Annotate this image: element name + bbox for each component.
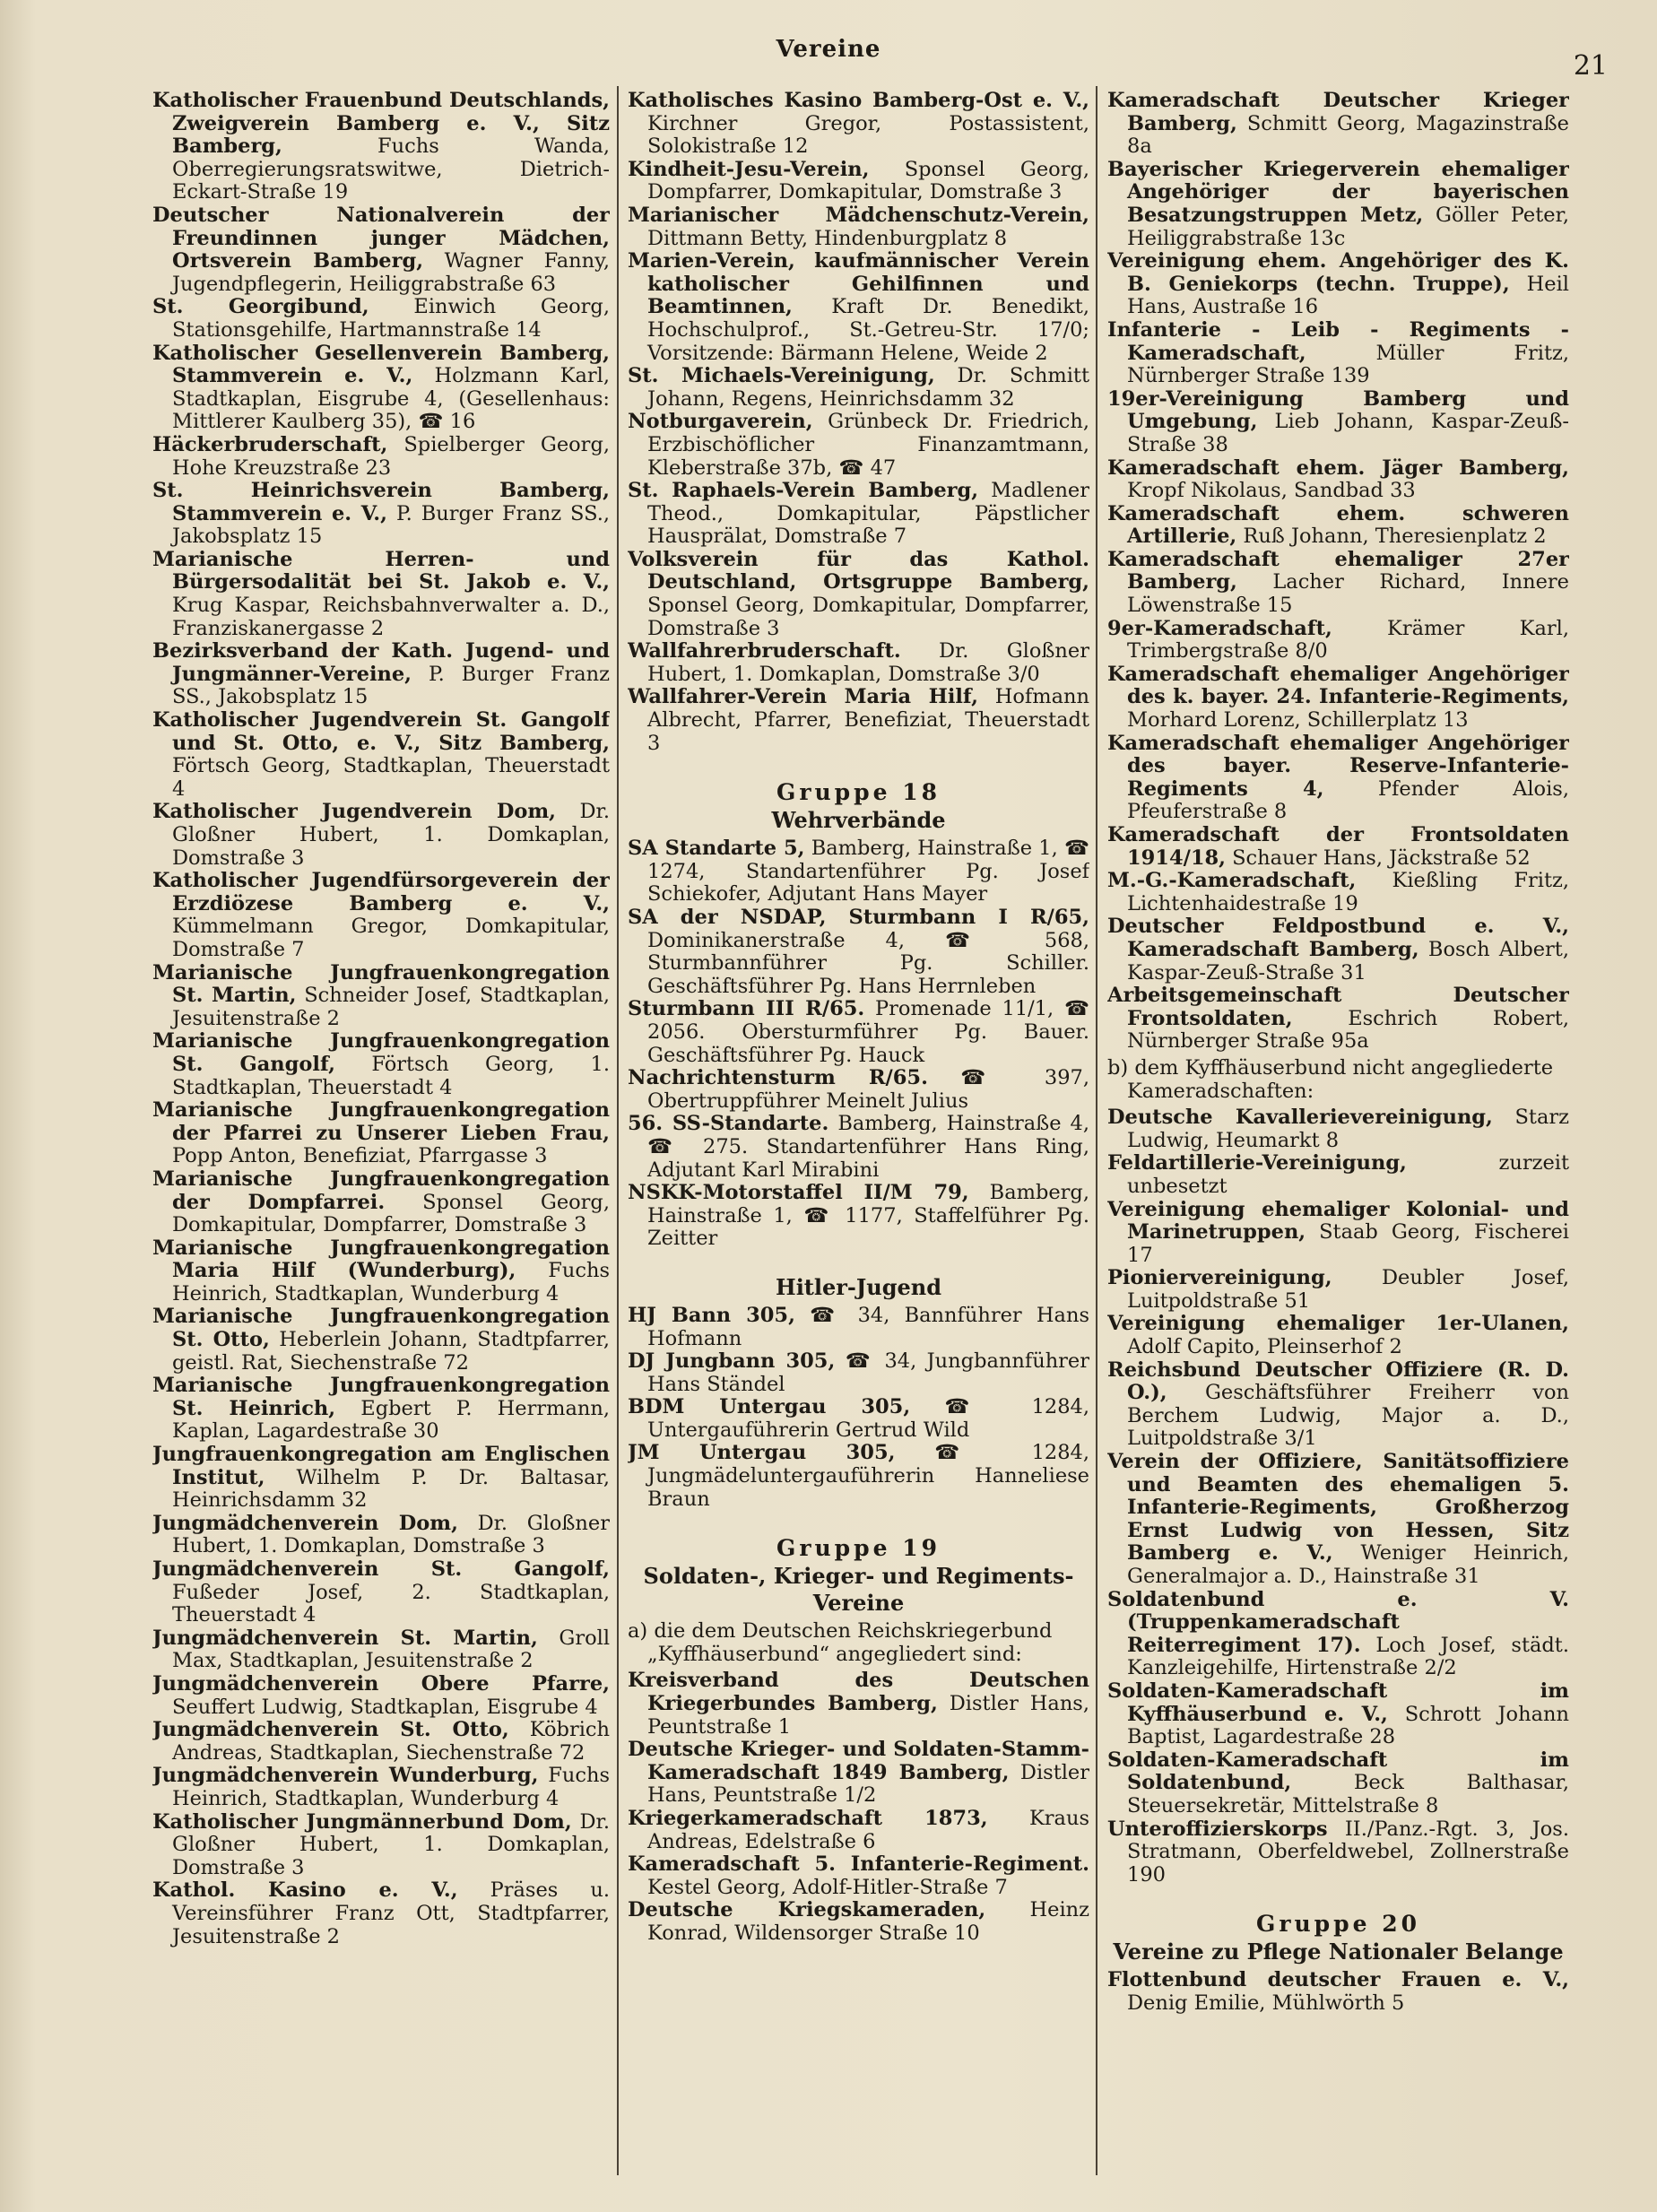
- entry-details: Spielberger Georg, Hohe Kreuzstraße 23: [172, 432, 610, 480]
- entry-details: Kraus Andreas, Edelstraße 6: [647, 1807, 1089, 1853]
- directory-entry: [628, 906, 1089, 998]
- entry-name: Sturmbann III R/65.: [628, 997, 865, 1021]
- entry-list: [1107, 90, 1569, 1054]
- entry-list: [628, 1670, 1089, 1945]
- entry-name: Jungmädchenverein St. Gangolf,: [152, 1557, 610, 1581]
- entry-name: Marianische Jungfrauenkongregation St. Martin,: [152, 960, 610, 1008]
- directory-entry: [1107, 159, 1569, 250]
- directory-entry: [1107, 90, 1569, 159]
- entry-details: Kestel Georg, Adolf-Hitler-Straße 7: [647, 1875, 1008, 1899]
- directory-entry: [1107, 1106, 1569, 1152]
- spacer: [628, 755, 1089, 778]
- directory-entry: [1107, 1818, 1569, 1887]
- directory-entry: [628, 480, 1089, 549]
- entry-details: Kümmelmann Gregor, Domkapitular, Domstraße 7: [172, 915, 610, 961]
- group-heading: Gruppe 18: [776, 779, 941, 806]
- entry-name: Kriegerkameradschaft 1873,: [628, 1807, 988, 1830]
- entry-details: Staab Georg, Fischerei 17: [1127, 1220, 1569, 1267]
- entry-details: Starz Ludwig, Heumarkt 8: [1127, 1106, 1569, 1152]
- entry-details: Bamberg, Hainstraße 4, ☎ 275. Standartenführer Hans Ring, Adjutant Karl Mirabini: [647, 1112, 1089, 1182]
- entry-list: [628, 1305, 1089, 1511]
- entry-name: Unteroffizierskorps: [1107, 1817, 1328, 1841]
- directory-entry: [628, 1182, 1089, 1251]
- entry-details: Adolf Capito, Pleinserhof 2: [1127, 1335, 1402, 1359]
- entry-name: Jungmädchenverein Obere Pfarre,: [152, 1671, 610, 1696]
- column-2: [628, 90, 1089, 2197]
- entry-details: Distler Hans, Peuntstraße 1: [647, 1692, 1089, 1739]
- directory-entry: [1107, 388, 1569, 457]
- entry-details: Denig Emilie, Mühlwörth 5: [1127, 1991, 1405, 2015]
- directory-entry: [152, 1444, 610, 1513]
- entry-details: Bamberg, Hainstraße 1, ☎ 1274, Standartenführer Pg. Josef Schiekofer, Adjutant Hans Mayer: [647, 837, 1089, 906]
- entry-name: Katholisches Kasino Bamberg-Ost e. V.,: [628, 90, 1089, 112]
- directory-entry: [1107, 1199, 1569, 1268]
- entry-details: Deubler Josef, Luitpoldstraße 51: [1127, 1266, 1569, 1313]
- entry-name: Deutsche Krieger- und Soldaten-Stamm-Kameradschaft 1849 Bamberg,: [628, 1738, 1089, 1784]
- entry-details: Kießling Fritz, Lichtenhaidestraße 19: [1127, 869, 1569, 915]
- entry-name: St. Raphaels-Verein Bamberg,: [628, 479, 979, 503]
- entry-name: Kreisverband des Deutschen Kriegerbundes Bamberg,: [628, 1669, 1089, 1716]
- entry-details: Köbrich Andreas, Stadtkaplan, Siechenstraße 72: [172, 1718, 610, 1765]
- directory-entry: [152, 1879, 610, 1948]
- entry-details: P. Burger Franz SS., Jakobsplatz 15: [172, 501, 610, 549]
- entry-name: NSKK-Motorstaffel II/M 79,: [628, 1181, 969, 1205]
- entry-details: Heil Hans, Austraße 16: [1127, 272, 1569, 319]
- entry-name: Kameradschaft ehem. schweren Artillerie,: [1107, 501, 1569, 549]
- entry-name: Soldaten-Kameradschaft im Soldatenbund,: [1107, 1748, 1569, 1795]
- group-subheading: Wehrverbände: [771, 807, 946, 834]
- entry-details: Präses u. Vereinsführer Franz Ott, Stadtpfarrer, Jesuitenstraße 2: [172, 1878, 610, 1948]
- directory-entry: [628, 1899, 1089, 1945]
- directory-entry: [628, 1350, 1089, 1396]
- spacer: [1107, 1887, 1569, 1910]
- entry-name: Häckerbruderschaft,: [152, 432, 388, 456]
- entry-name: 9er-Kameradschaft,: [1107, 616, 1332, 640]
- directory-entry: [152, 1627, 610, 1673]
- entry-details: Einwich Georg, Stationsgehilfe, Hartmannstraße 14: [172, 295, 610, 342]
- directory-entry: [628, 1670, 1089, 1739]
- entry-details: Dr. Gloßner Hubert, 1. Domkaplan, Domstraße 3/0: [647, 639, 1089, 686]
- entry-details: Fuchs Heinrich, Stadtkaplan, Wunderburg 4: [172, 1259, 610, 1306]
- entry-details: Wilhelm P. Dr. Baltasar, Heinrichsdamm 32: [172, 1465, 610, 1513]
- entry-details: Dr. Schmitt Johann, Regens, Heinrichsdamm 32: [647, 364, 1089, 411]
- entry-details: Heberlein Johann, Stadtpfarrer, geistl. Rat, Siechenstraße 72: [172, 1328, 610, 1375]
- directory-entry: [628, 1739, 1089, 1808]
- entry-name: Marien-Verein, kaufmännischer Verein katholischer Gehilfinnen und Beamtinnen,: [628, 249, 1089, 319]
- directory-entry: [152, 1811, 610, 1880]
- entry-name: HJ Bann 305,: [628, 1303, 795, 1327]
- entry-name: BDM Untergau 305,: [628, 1395, 911, 1419]
- directory-entry: [152, 962, 610, 1031]
- directory-entry: [152, 1765, 610, 1810]
- entry-name: Marianischer Mädchenschutz-Verein,: [628, 203, 1089, 227]
- directory-entry: [152, 549, 610, 640]
- column-1: [152, 90, 610, 2197]
- entry-details: Schrott Johann Baptist, Lagardestraße 28: [1127, 1702, 1569, 1749]
- directory-entry: [1107, 549, 1569, 618]
- directory-entry: [152, 870, 610, 961]
- entry-name: Marianische Jungfrauenkongregation Maria Hilf (Wunderburg),: [152, 1236, 610, 1283]
- entry-name: Nachrichtensturm R/65.: [628, 1066, 928, 1090]
- directory-entry: [152, 204, 610, 296]
- entry-details: Beck Balthasar, Steuersekretär, Mittelstraße 8: [1127, 1771, 1569, 1817]
- entry-details: Popp Anton, Benefiziat, Pfarrgasse 3: [172, 1144, 548, 1168]
- entry-details: Sponsel Georg, Dompfarrer, Domkapitular, Domstraße 3: [647, 157, 1089, 204]
- entry-details: Förtsch Georg, 1. Stadtkaplan, Theuerstadt 4: [172, 1052, 610, 1099]
- entry-details: ☎ 1284, Jungmädeluntergauführerin Hanneliese Braun: [647, 1441, 1089, 1511]
- entry-name: Jungmädchenverein Dom,: [152, 1511, 458, 1535]
- entry-name: Kindheit-Jesu-Verein,: [628, 157, 870, 181]
- entry-list: [152, 90, 610, 1948]
- entry-name: St. Michaels-Vereinigung,: [628, 364, 935, 388]
- directory-entry: [1107, 1969, 1569, 2015]
- directory-entry: [152, 1558, 610, 1627]
- entry-details: ☎ 34, Jungbannführer Hans Ständel: [647, 1349, 1089, 1396]
- entry-name: Feldartillerie-Vereinigung,: [1107, 1151, 1407, 1175]
- entry-details: Dominikanerstraße 4, ☎ 568, Sturmbannführer Pg. Schiller. Geschäftsführer Pg. Hans Herrnleben: [647, 928, 1089, 998]
- entry-name: Kathol. Kasino e. V.,: [152, 1878, 458, 1903]
- entry-details: Fußeder Josef, 2. Stadtkaplan, Theuerstadt 4: [172, 1580, 610, 1627]
- entry-name: Arbeitsgemeinschaft Deutscher Frontsoldaten,: [1107, 984, 1569, 1030]
- directory-entry: [628, 411, 1089, 480]
- directory-entry: [628, 686, 1089, 755]
- entry-name: Katholischer Gesellenverein Bamberg, Stammverein e. V.,: [152, 341, 610, 388]
- directory-entry: [628, 250, 1089, 365]
- entry-details: Wagner Fanny, Jugendpflegerin, Heiliggrabstraße 63: [172, 249, 610, 296]
- entry-name: Soldatenbund e. V. (Truppenkameradschaft Reiterregiment 17).: [1107, 1587, 1569, 1657]
- entry-name: Katholischer Jugendfürsorgeverein der Erzdiözese Bamberg e. V.,: [152, 869, 610, 915]
- entry-name: Pioniervereinigung,: [1107, 1266, 1332, 1290]
- entry-details: II./Panz.-Rgt. 3, Jos. Stratmann, Oberfeldwebel, Zollnerstraße 190: [1127, 1817, 1569, 1887]
- group-heading: Gruppe 20: [1255, 1911, 1421, 1938]
- entry-name: 56. SS-Standarte.: [628, 1112, 829, 1136]
- directory-entry: [628, 837, 1089, 906]
- entry-details: Geschäftsführer Freiherr von Berchem Ludwig, Major a. D., Luitpoldstraße 3/1: [1127, 1381, 1569, 1451]
- entry-name: Katholischer Frauenbund Deutschlands, Zweigverein Bamberg e. V., Sitz Bamberg,: [152, 90, 610, 159]
- entry-list: [1107, 1106, 1569, 1887]
- entry-name: Deutsche Kriegskameraden,: [628, 1898, 986, 1922]
- directory-entry: [1107, 1267, 1569, 1313]
- column-3: [1107, 90, 1569, 2197]
- section-note: b) dem Kyffhäuserbund nicht angegliederte Kameradschaften:: [1107, 1055, 1554, 1103]
- entry-details: Fuchs Heinrich, Stadtkaplan, Wunderburg 4: [172, 1764, 610, 1810]
- entry-name: DJ Jungbann 305,: [628, 1349, 836, 1374]
- entry-details: Kirchner Gregor, Postassistent, Solokistraße 12: [647, 111, 1089, 159]
- entry-details: Fuchs Wanda, Oberregierungsratswitwe, Dietrich-Eckart-Straße 19: [172, 134, 610, 204]
- entry-details: ☎ 34, Bannführer Hans Hofmann: [647, 1303, 1089, 1350]
- entry-list: [1107, 1969, 1569, 2015]
- directory-entry: [628, 1808, 1089, 1853]
- entry-name: Jungmädchenverein Wunderburg,: [152, 1764, 539, 1788]
- column-divider: [1096, 86, 1097, 2175]
- entry-name: Wallfahrer-Verein Maria Hilf,: [628, 685, 978, 709]
- entry-details: Schauer Hans, Jäckstraße 52: [1232, 846, 1531, 870]
- directory-entry: [152, 1719, 610, 1765]
- directory-entry: [152, 1306, 610, 1375]
- entry-name: Katholischer Jugendverein Dom,: [152, 800, 557, 824]
- entry-details: ☎ 1284, Untergauführerin Gertrud Wild: [647, 1395, 1089, 1442]
- entry-details: Madlener Theod., Domkapitular, Päpstlicher Hausprälat, Domstraße 7: [647, 479, 1089, 549]
- directory-entry: [1107, 824, 1569, 870]
- directory-entry: [628, 1396, 1089, 1442]
- entry-name: Reichsbund Deutscher Offiziere (R. D. O.),: [1107, 1358, 1569, 1405]
- entry-details: Förtsch Georg, Stadtkaplan, Theuerstadt 4: [172, 754, 610, 801]
- directory-entry: [152, 801, 610, 870]
- entry-name: Kameradschaft ehemaliger Angehöriger des bayer. Reserve-Infanterie-Regiments 4,: [1107, 731, 1569, 801]
- entry-name: Notburgaverein,: [628, 410, 813, 434]
- entry-name: Flottenbund deutscher Frauen e. V.,: [1107, 1968, 1569, 1992]
- entry-details: Krug Kaspar, Reichsbahnverwalter a. D., Franziskanergasse 2: [172, 594, 610, 640]
- entry-name: Marianische Jungfrauenkongregation der Pfarrei zu Unserer Lieben Frau,: [152, 1098, 610, 1145]
- entry-details: Hofmann Albrecht, Pfarrer, Benefiziat, Theuerstadt 3: [647, 685, 1089, 755]
- directory-entry: [628, 365, 1089, 411]
- directory-entry: [1107, 915, 1569, 985]
- directory-entry: [628, 640, 1089, 686]
- entry-details: Dr. Gloßner Hubert, 1. Domkaplan, Domstraße 3: [172, 1809, 610, 1879]
- directory-entry: [628, 90, 1089, 159]
- entry-details: Lacher Richard, Innere Löwenstraße 15: [1127, 570, 1569, 618]
- entry-details: Distler Hans, Peuntstraße 1/2: [647, 1760, 1089, 1808]
- directory-entry: [1107, 503, 1569, 549]
- directory-entry: [152, 709, 610, 801]
- entry-name: Deutscher Feldpostbund e. V., Kameradschaft Bamberg,: [1107, 915, 1569, 961]
- entry-name: Wallfahrerbruderschaft.: [628, 639, 901, 664]
- entry-name: 19er-Vereinigung Bamberg und Umgebung,: [1107, 386, 1569, 434]
- entry-details: Weniger Heinrich, Generalmajor a. D., Hainstraße 31: [1127, 1541, 1569, 1588]
- directory-entry: [1107, 250, 1569, 319]
- entry-name: Jungfrauenkongregation am Englischen Institut,: [152, 1443, 610, 1489]
- directory-entry: [152, 90, 610, 204]
- entry-details: ☎ 397, Obertruppführer Meinelt Julius: [647, 1066, 1089, 1113]
- entry-name: Kameradschaft ehem. Jäger Bamberg,: [1107, 455, 1569, 480]
- directory-entry: [152, 1030, 610, 1099]
- directory-entry: [152, 1168, 610, 1237]
- directory-entry: [152, 296, 610, 342]
- entry-name: Katholischer Jugendverein St. Gangolf und St. Otto, e. V., Sitz Bamberg,: [152, 708, 610, 755]
- entry-name: Deutscher Nationalverein der Freundinnen junger Mädchen, Ortsverein Bamberg,: [152, 203, 610, 273]
- entry-name: JM Untergau 305,: [628, 1441, 896, 1465]
- entry-name: Vereinigung ehemaliger Kolonial- und Marinetruppen,: [1107, 1197, 1569, 1245]
- entry-name: Marianische Jungfrauenkongregation der Dompfarrei.: [152, 1167, 610, 1214]
- page-header: Vereine: [776, 36, 881, 63]
- directory-entry: [1107, 1749, 1569, 1818]
- entry-details: P. Burger Franz SS., Jakobsplatz 15: [172, 662, 610, 709]
- entry-details: Grünbeck Dr. Friedrich, Erzbischöflicher Finanzamtmann, Kleberstraße 37b, ☎ 47: [647, 410, 1089, 480]
- directory-entry: [1107, 1451, 1569, 1589]
- directory-entry: [152, 1513, 610, 1558]
- entry-name: Soldaten-Kameradschaft im Kyffhäuserbund e. V.,: [1107, 1679, 1569, 1726]
- entry-details: Seuffert Ludwig, Stadtkaplan, Eisgrube 4: [172, 1695, 598, 1719]
- entry-details: Egbert P. Herrmann, Kaplan, Lagardestraße 30: [172, 1396, 610, 1444]
- spacer: [628, 1511, 1089, 1534]
- entry-name: St. Heinrichsverein Bamberg, Stammverein e. V.,: [152, 479, 610, 525]
- entry-name: Marianische Jungfrauenkongregation St. Heinrich,: [152, 1374, 610, 1420]
- group-heading: Gruppe 19: [776, 1535, 941, 1562]
- entry-details: Kropf Nikolaus, Sandbad 33: [1127, 479, 1416, 503]
- group-subheading: Soldaten-, Krieger- und Regiments-Vereine: [643, 1563, 1074, 1617]
- directory-entry: [628, 1442, 1089, 1511]
- entry-name: St. Georgibund,: [152, 295, 369, 319]
- directory-entry: [628, 1113, 1089, 1182]
- directory-entry: [152, 1237, 610, 1306]
- entry-details: Promenade 11/1, ☎ 2056. Obersturmführer Pg. Bauer. Geschäftsführer Pg. Hauck: [647, 997, 1089, 1067]
- directory-entry: [152, 343, 610, 434]
- entry-details: Groll Max, Stadtkaplan, Jesuitenstraße 2: [172, 1626, 610, 1673]
- directory-entry: [152, 1099, 610, 1168]
- entry-details: Kraft Dr. Benedikt, Hochschulprof., St.-Getreu-Str. 17/0; Vorsitzende: Bärmann Helene, Weide 2: [647, 295, 1089, 365]
- directory-entry: [1107, 1152, 1569, 1198]
- entry-name: Bezirksverband der Kath. Jugend- und Jungmänner-Vereine,: [152, 639, 610, 686]
- directory-entry: [1107, 985, 1569, 1054]
- entry-list: [628, 837, 1089, 1251]
- spacer: [628, 1251, 1089, 1274]
- directory-entry: [628, 159, 1089, 204]
- entry-name: Marianische Jungfrauenkongregation St. Otto,: [152, 1305, 610, 1352]
- entry-details: Sponsel Georg, Domkapitular, Dompfarrer, Domstraße 3: [172, 1190, 610, 1237]
- entry-name: M.-G.-Kameradschaft,: [1107, 869, 1357, 893]
- entry-name: Deutsche Kavallerievereinigung,: [1107, 1106, 1493, 1130]
- directory-entry: [1107, 733, 1569, 824]
- directory-entry: [628, 549, 1089, 640]
- entry-list: [628, 90, 1089, 755]
- directory-entry: [152, 640, 610, 709]
- directory-entry: [152, 1673, 610, 1719]
- column-divider: [617, 86, 619, 2175]
- entry-details: Krämer Karl, Trimbergstraße 8/0: [1127, 616, 1569, 664]
- entry-name: Marianische Herren- und Bürgersodalität bei St. Jakob e. V.,: [152, 547, 610, 594]
- directory-entry: [628, 204, 1089, 250]
- entry-details: Schneider Josef, Stadtkaplan, Jesuitenstraße 2: [172, 984, 610, 1030]
- entry-name: Vereinigung ehemaliger 1er-Ulanen,: [1107, 1312, 1569, 1336]
- entry-name: Kameradschaft 5. Infanterie-Regiment.: [628, 1852, 1089, 1877]
- entry-details: Ruß Johann, Theresienplatz 2: [1243, 525, 1547, 549]
- entry-details: Müller Fritz, Nürnberger Straße 139: [1127, 341, 1569, 388]
- entry-details: Sponsel Georg, Domkapitular, Dompfarrer, Domstraße 3: [647, 594, 1089, 640]
- directory-entry: [152, 434, 610, 480]
- group-subheading: Vereine zu Pflege Nationaler Belange: [1113, 1939, 1564, 1965]
- directory-entry: [1107, 1359, 1569, 1451]
- entry-details: Lieb Johann, Kaspar-Zeuß-Straße 38: [1127, 410, 1569, 456]
- entry-details: Loch Josef, städt. Kanzleigehilfe, Hirtenstraße 2/2: [1127, 1633, 1569, 1680]
- entry-name: Katholischer Jungmännerbund Dom,: [152, 1809, 572, 1834]
- entry-details: Eschrich Robert, Nürnberger Straße 95a: [1127, 1006, 1569, 1054]
- entry-name: Kameradschaft ehemaliger Angehöriger des k. bayer. 24. Infanterie-Regiments,: [1107, 662, 1569, 709]
- entry-name: Jungmädchenverein St. Martin,: [152, 1626, 538, 1650]
- entry-name: Jungmädchenverein St. Otto,: [152, 1718, 509, 1742]
- entry-name: Kameradschaft Deutscher Krieger Bamberg,: [1107, 90, 1569, 135]
- directory-entry: [1107, 319, 1569, 388]
- entry-name: Verein der Offiziere, Sanitätsoffiziere und Beamten des ehemaligen 5. Infanterie-Regiments, Großherzog Ernst Ludwig von Hessen, Sitz Bamberg e. V.,: [1107, 1450, 1569, 1566]
- directory-entry: [1107, 457, 1569, 503]
- directory-entry: [628, 1853, 1089, 1899]
- entry-details: Göller Peter, Heiliggrabstraße 13c: [1127, 203, 1569, 250]
- entry-details: Holzmann Karl, Stadtkaplan, Eisgrube 4, (Gesellenhaus: Mittlerer Kaulberg 35), ☎ 16: [172, 364, 610, 434]
- group-subheading: Hitler-Jugend: [776, 1273, 941, 1300]
- directory-entry: [628, 998, 1089, 1067]
- directory-entry: [1107, 618, 1569, 664]
- entry-name: Bayerischer Kriegerverein ehemaliger Angehöriger der bayerischen Besatzungstruppen Metz,: [1107, 157, 1569, 227]
- entry-details: Dr. Gloßner Hubert, 1. Domkaplan, Domstraße 3: [172, 800, 610, 870]
- directory-entry: [1107, 664, 1569, 733]
- directory-entry: [152, 1375, 610, 1444]
- directory-entry: [1107, 1313, 1569, 1358]
- entry-details: Schmitt Georg, Magazinstraße 8a: [1127, 111, 1569, 159]
- directory-entry: [628, 1305, 1089, 1350]
- entry-details: Pfender Alois, Pfeuferstraße 8: [1127, 776, 1569, 824]
- directory-entry: [1107, 1589, 1569, 1680]
- entry-name: Volksverein für das Kathol. Deutschland, Ortsgruppe Bamberg,: [628, 547, 1089, 594]
- directory-entry: [152, 480, 610, 549]
- entry-name: SA Standarte 5,: [628, 837, 805, 861]
- entry-name: Kameradschaft der Frontsoldaten 1914/18,: [1107, 823, 1569, 870]
- entry-details: Bamberg, Hainstraße 1, ☎ 1177, Staffelführer Pg. Zeitter: [647, 1181, 1089, 1251]
- entry-name: Marianische Jungfrauenkongregation St. Gangolf,: [152, 1029, 610, 1076]
- section-note: a) die dem Deutschen Reichskriegerbund „Kyffhäuserbund“ angegliedert sind:: [628, 1619, 1053, 1666]
- entry-name: Kameradschaft ehemaliger 27er Bamberg,: [1107, 547, 1569, 594]
- entry-name: Infanterie - Leib - Regiments - Kameradschaft,: [1107, 317, 1569, 365]
- entry-details: Dittmann Betty, Hindenburgplatz 8: [647, 226, 1008, 250]
- entry-details: zurzeit unbesetzt: [1127, 1151, 1569, 1198]
- entry-name: SA der NSDAP, Sturmbann I R/65,: [628, 906, 1089, 929]
- directory-entry: [1107, 1680, 1569, 1749]
- entry-name: Vereinigung ehem. Angehöriger des K. B. Geniekorps (techn. Truppe),: [1107, 249, 1569, 296]
- directory-entry: [1107, 870, 1569, 915]
- entry-details: Morhard Lorenz, Schillerplatz 13: [1127, 708, 1469, 733]
- page-number: 21: [1573, 50, 1608, 82]
- entry-details: Heinz Konrad, Wildensorger Straße 10: [647, 1898, 1089, 1945]
- entry-details: Bosch Albert, Kaspar-Zeuß-Straße 31: [1127, 937, 1569, 985]
- entry-details: Dr. Gloßner Hubert, 1. Domkaplan, Domstraße 3: [172, 1511, 610, 1558]
- directory-entry: [628, 1067, 1089, 1113]
